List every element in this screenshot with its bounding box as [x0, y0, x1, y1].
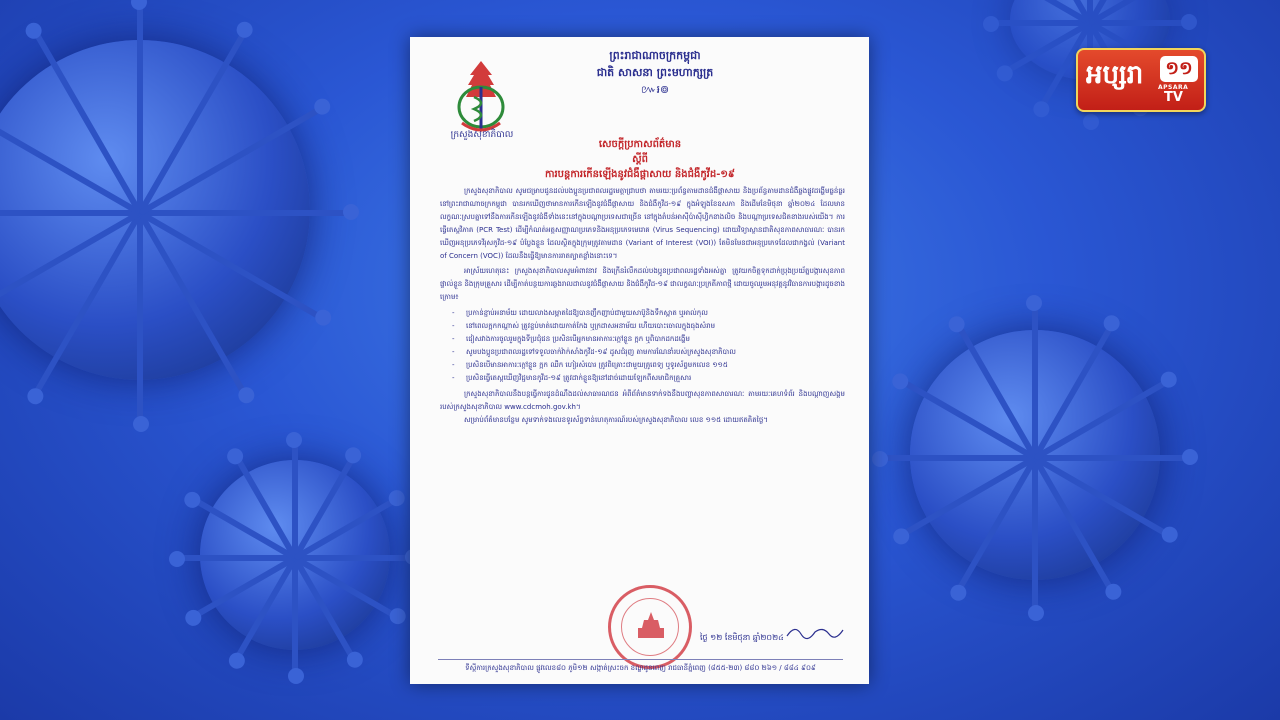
kingdom-header: [540, 47, 770, 98]
national-motto: ជាតិ សាសនា ព្រះមហាក្សត្រ: [596, 66, 714, 79]
virus-spike: [140, 210, 351, 216]
virus-spike: [0, 105, 142, 216]
virus-spike: [32, 29, 143, 215]
virus-icon: [0, 40, 310, 380]
virus-spike: [1032, 458, 1038, 613]
document-subtitle: ស្ដីពី: [632, 154, 648, 165]
document-titles: [450, 137, 830, 182]
ornament: ៚៛៙: [640, 83, 670, 96]
virus-spike: [1090, 20, 1189, 26]
ministry-name: ក្រសួងសុខាភិបាល: [450, 130, 514, 140]
virus-spike: [0, 210, 140, 216]
tv-sub-label: APSARA: [1158, 84, 1189, 91]
list-item: - ប្រសិនបើមានអាការៈក្ដៅខ្លួន ក្អក ឈឺក ហៀរសំបោរ ត្រូវពិគ្រោះជាមួយគ្រូពេទ្យ ឬទូរស័ព្ទមកលេខ ១១៥: [452, 359, 845, 372]
list-item: - ប្រកាន់ខ្ជាប់អនាម័យ ដោយលាងសម្អាតដៃឱ្យបានញឹកញាប់ជាមួយសាប៊ូនិងទឹកស្អាត ឬអាល់កុល: [452, 307, 845, 320]
paragraph: អាស្រ័យហេតុនេះ ក្រសួងសុខាភិបាលសូមអំពាវនាវ និងក្រើនរំលឹកដល់បងប្អូនប្រជាពលរដ្ឋទាំងអស់គ្នា ត្រូវយកចិត្តទុកដាក់ប្រុងប្រយ័ត្នបង្ការសុខភាពផ្ទាល់ខ្លួន និងក្រុមគ្រួសារ ដើម្បីកាត់បន្ថយការឆ្លងរាលដាលនូវជំងឺផ្តាសាយ និងជំងឺកូវីដ-១៩ ជាលក្ខណៈប្រក្រតីភាពថ្មី ដោយចូលរួមអនុវត្តនូវវិធានការបង្ការដូចខាងក្រោម៖: [440, 267, 845, 301]
prevention-list: [452, 307, 845, 385]
document-title: សេចក្ដីប្រកាសព័ត៌មាន: [598, 139, 682, 150]
temple-icon: [638, 610, 664, 640]
tv-brand-text: អប្សរា: [1086, 60, 1144, 90]
tv-label: TV: [1164, 90, 1183, 105]
virus-spike: [1035, 455, 1190, 461]
virus-spike: [1032, 303, 1038, 458]
paragraph: សម្រាប់ព័ត៌មានបន្ថែម សូមទាក់ទងលេខទូរស័ព្ទទាន់ហេតុការណ៍របស់ក្រសួងសុខាភិបាល លេខ ១១៥ ដោយឥតគិតថ្លៃ។: [464, 416, 768, 424]
virus-spike: [292, 440, 298, 558]
official-seal-icon: [608, 585, 692, 669]
list-item: - សូមបងប្អូនប្រជាពលរដ្ឋទៅទទួលចាក់វ៉ាក់សាំងកូវីដ-១៩ ដូសជំរុញ តាមការណែនាំរបស់ក្រសួងសុខាភិបាល: [452, 346, 845, 359]
virus-icon: [910, 330, 1160, 580]
document-topic: ការបន្តការកើនឡើងនូវជំងឺផ្តាសាយ និងជំងឺកូវីដ-១៩: [544, 169, 735, 180]
press-release-document: [410, 37, 869, 684]
list-item: - ជៀសវាងការចូលរួមក្នុងទីប្រជុំជន ប្រសិនបើអ្នកមានអាការៈក្ដៅខ្លួន ក្អក ឬពិបាកដកដង្ហើម: [452, 333, 845, 346]
apsara-tv-logo: [1076, 48, 1206, 112]
document-footer: ទីស្ដីការក្រសួងសុខាភិបាល ផ្លូវលេខ៨០ ភូមិ១២ សង្កាត់ស្រះចក ខណ្ឌដូនពេញ រាជធានីភ្នំពេញ (៨៥៥-២៣) ៨៨០ ២៦១ / ៨៨៤ ៩០៩: [438, 659, 843, 674]
virus-spike: [292, 558, 298, 676]
virus-spike: [137, 2, 143, 213]
virus-spike: [137, 29, 248, 215]
virus-spike: [0, 210, 142, 321]
virus-spike: [137, 213, 143, 424]
virus-spike: [880, 455, 1035, 461]
kingdom-name: ព្រះរាជាណាចក្រកម្ពុជា: [609, 49, 701, 62]
virus-icon: [200, 460, 390, 650]
document-date: ថ្ងៃ ១២ ខែមិថុនា ឆ្នាំ២០២៤: [700, 633, 784, 642]
tv-channel-number: ១១: [1160, 56, 1198, 82]
list-item: - ប្រសិនធ្វើតេស្តឃើញវិជ្ជមានកូវីដ-១៩ ត្រូវដាក់ខ្លួនឱ្យនៅដាច់ដោយឡែកពីសមាជិកគ្រួសារ: [452, 372, 845, 385]
list-item: - នៅពេលក្អកកណ្ដាស់ ត្រូវខ្ទប់មាត់ដោយកាត់កែង ឬក្រដាសអនាម័យ ហើយបោះចោលក្នុងធុងសំរាម: [452, 320, 845, 333]
ministry-logo-icon: [450, 57, 512, 137]
paragraph: ក្រសួងសុខាភិបាលនឹងបន្តធ្វើការជូនដំណឹងដល់សាធារណជន អំពីព័ត៌មានទាក់ទងនឹងបញ្ហាសុខភាពសាធារណៈ តាមរយៈគេហទំព័រ និងបណ្ដាញសង្គមរបស់ក្រសួងសុខាភិបាល www.cdcmoh.gov.kh។: [440, 390, 845, 411]
paragraph: ក្រសួងសុខាភិបាល សូមជម្រាបជូនដល់បងប្អូនប្រជាពលរដ្ឋមេត្តាជ្រាបថា តាមរយៈប្រព័ន្ធតាមដានជំងឺផ្តាសាយ និងប្រព័ន្ធតាមដានជំងឺឆ្លងផ្លូវដង្ហើមធ្ងន់ធ្ងរ នៅព្រះរាជាណាចក្រកម្ពុជា បានរកឃើញថាមានការកើនឡើងនូវជំងឺផ្តាសាយ និងជំងឺកូវីដ-១៩ ក្នុងអំឡុងខែឧសភា និងដើមខែមិថុនា ឆ្នាំ២០២៤ ដែលមានលក្ខណៈស្របគ្នាទៅនឹងការកើនឡើងនូវជំងឺទាំងនេះនៅក្នុងបណ្ដាប្រទេសជាច្រើន នៅក្នុងតំបន់អាស៊ីប៉ាស៊ីហ្វិកខាងលិច និងបណ្ដាប្រទេសជិតខាងរបស់យើង។ ការធ្វើតេស្តវិភាគ (PCR Test) ដើម្បីកំណត់អត្តសញ្ញាណប្រភេទនិងអនុប្រភេទមេរោគ (Virus Sequencing) ដោយវិទ្យាស្ថានជាតិសុខភាពសាធារណៈ បានរកឃើញអនុប្រភេទវីរុសកូវីដ-១៩ បំប្លែងខ្លួន ដែលស្ថិតក្នុងក្រុមត្រូវតាមដាន (Variant of Interest (VOI)) តែមិនមែនជាអនុប្រភេទដែលជាកង្វល់ (Variant of Concern (VOC)) ដែលនឹងធ្វើឱ្យមានការរាតត្បាតខ្លាំងនោះទេ។: [440, 187, 845, 260]
virus-spike: [177, 555, 295, 561]
virus-spike: [295, 555, 413, 561]
virus-spike: [991, 20, 1090, 26]
signature-icon: [785, 622, 845, 642]
document-body: [440, 185, 845, 427]
